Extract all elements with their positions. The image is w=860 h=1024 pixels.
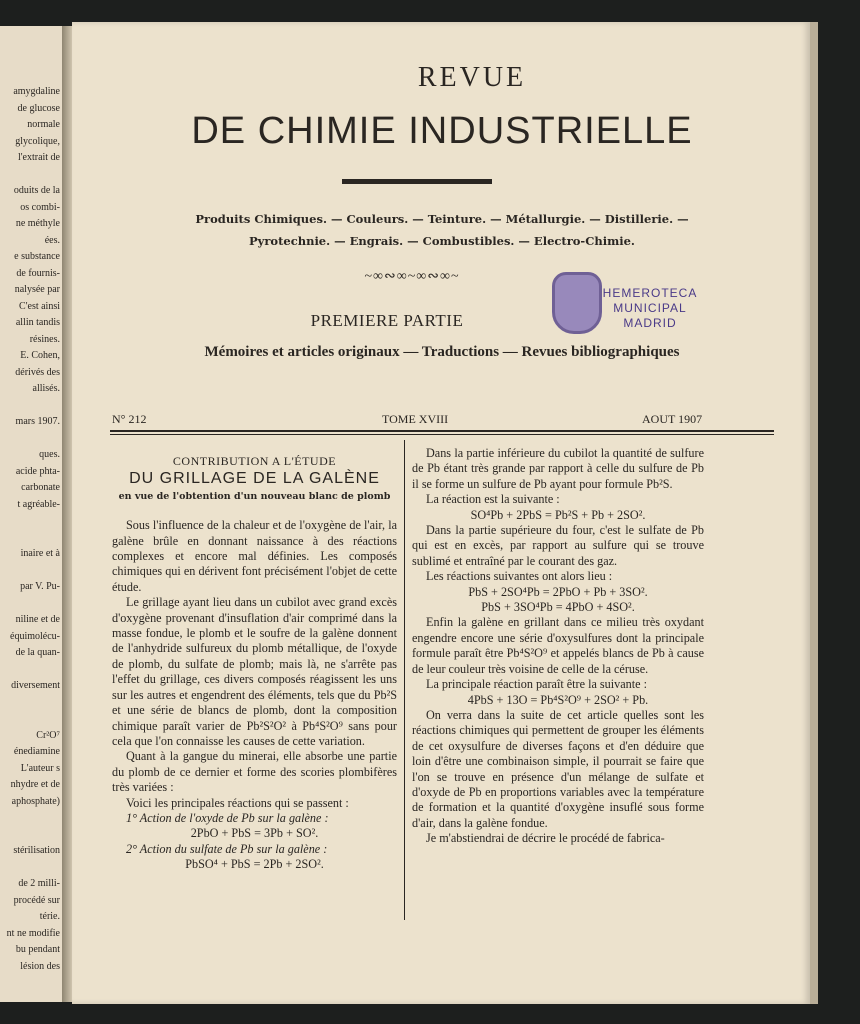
facing-page-line: e substance [14,251,60,262]
journal-page [72,22,810,1004]
facing-page-line: l'extrait de [17,152,60,163]
right-column [412,446,704,847]
facing-page-line: résines. [29,333,60,345]
facing-page-line: niline et de [15,614,60,625]
subjects-line-1: Produits Chimiques. — Couleurs. — Teinture. — Métallurgie. — Distillerie. — [195,212,689,226]
library-stamp [552,272,712,332]
article-paragraph: PbSO⁴ + PbS = 2Pb + 2SO². [185,857,324,872]
facing-page-line: inaire et à [20,548,60,559]
journal-title: DE CHIMIE INDUSTRIELLE [191,110,693,152]
article-paragraph: Sous l'influence de la chaleur et de l'oxygène de l'air, la galène brûle en donnant naissance à des réactions complexes et encore mal définies. Les composés chimiques qui en dérivent font précisément l'objet de cette étude. [112,518,397,594]
facing-page-line: de glucose [17,102,60,114]
article-paragraph: PbS + 2SO⁴Pb = 2PbO + Pb + 3SO². [468,584,648,599]
facing-page-line: amygdaline [13,86,60,97]
facing-page-line: allin tandis [15,317,60,328]
stamp-text [600,286,700,331]
article-paragraph: 4PbS + 13O = Pb⁴S²O⁹ + 2SO² + Pb. [467,692,649,707]
facing-page-line: ées. [44,234,60,246]
facing-page-line: Cr²O⁷ [36,729,60,741]
facing-page-line: de fournis- [16,267,60,279]
facing-page-line: dérivés des [15,366,60,378]
header-rule-bottom [110,434,774,435]
article-paragraph: Enfin la galène en grillant dans ce milieu très oxydant engendre encore une série d'oxysulfures dont la principale formule paraît être Pb⁴S²O⁹ et appelés blancs de Pb à cause de leur couleur très voisine de celle de la céruse. [412,615,704,676]
part-heading: PREMIERE PARTIE [310,311,464,330]
facing-page-line: par V. Pu- [20,581,60,592]
article-paragraph: On verra dans la suite de cet article quelles sont les réactions chimiques qui permettent de grouper les éléments de cet oxysulfure de diverses façons et d'en déduire que loin d'être une combinaison simple, il pourrait se faire que l'on se trouve en présence d'un mélange de sulfate et d'oxyde de Pb en proportions variables avec la température de formation et la quantité d'oxygène insuflé sous forme d'air, dans la galène fondue. [412,707,704,830]
facing-page-line: os combi- [20,201,60,213]
article-paragraph: La principale réaction paraît être la suivante : [426,677,647,692]
facing-page-line: t agréable- [17,498,60,510]
facing-page [0,26,64,1002]
article-paragraph: Dans la partie supérieure du four, c'est le sulfate de Pb qui est en excès, par rapport au sulfure qui se trouve sublimé et entraîné par le courant des gaz. [412,523,704,568]
facing-page-line: équimolécu- [10,630,60,642]
article-paragraph: 1° Action de l'oxyde de Pb sur la galène : [126,810,329,825]
facing-page-line: lésion des [20,960,60,972]
facing-page-line: nt ne modifie [6,927,60,939]
facing-page-line: nalysée par [14,284,60,295]
facing-page-line: allisés. [32,383,60,394]
facing-page-line: bu pendant [15,944,60,955]
stamp-line-1: HEMEROTECA [602,286,698,300]
facing-page-line: acide phta- [15,465,60,477]
facing-page-line: E. Cohen, [20,350,60,361]
facing-page-line: nhydre et de [10,779,60,790]
sections-line: Mémoires et articles originaux — Traductions — Revues bibliographiques [204,344,680,360]
facing-page-line: térie. [39,911,60,922]
article-paragraph: SO⁴Pb + 2PbS = Pb²S + Pb + 2SO². [470,507,646,522]
issue-number: N° 212 [112,412,147,426]
page-edge [810,22,818,1004]
facing-page-line: procédé sur [13,894,60,906]
stamp-line-2: MUNICIPAL [613,301,687,315]
ornament-divider: ~∞∾∞~∞∾∞~ [364,269,460,284]
facing-page-line: mars 1907. [15,416,60,427]
title-rule [342,179,492,184]
facing-page-line: ques. [39,449,60,460]
facing-page-line: C'est ainsi [19,300,60,312]
article-subtitle: en vue de l'obtention d'un nouveau blanc de plomb [118,490,391,502]
facing-page-line: stérilisation [13,845,60,856]
facing-page-line: oduits de la [13,185,60,196]
facing-page-line: carbonate [21,482,60,493]
article-paragraph: La réaction est la suivante : [426,492,560,507]
column-divider [404,440,405,920]
book-gutter [62,26,72,1002]
left-column [112,452,397,873]
article-paragraph: Quant à la gangue du minerai, elle absorbe une partie du plomb de ce dernier et forme des scories plombifères très variées : [112,749,397,795]
facing-page-line: ne méthyle [15,218,60,229]
article-paragraph: PbS + 3SO⁴Pb = 4PbO + 4SO². [481,600,635,615]
article-paragraph: 2PbO + PbS = 3Pb + SO². [190,826,319,841]
article-paragraph: Voici les principales réactions qui se passent : [126,795,349,810]
facing-page-line: glycolique, [15,135,60,147]
facing-page-line: diversement [11,680,60,691]
facing-page-line: L'auteur s [20,762,60,774]
coat-of-arms-icon [552,272,602,334]
article-paragraph: Les réactions suivantes ont alors lieu : [426,569,613,584]
header-rule-top [110,430,774,432]
article-title: DU GRILLAGE DE LA GALÈNE [129,470,380,488]
article-paragraph: Je m'abstiendrai de décrire le procédé de fabrica- [426,831,665,846]
stamp-line-3: MADRID [623,316,677,330]
article-paragraph: Dans la partie inférieure du cubilot la quantité de sulfure de Pb étant très grande par rapport à celle du sulfure de Pb il se forme un sulfure de Pb ayant pour formule Pb²S. [412,446,704,491]
article-paragraph: 2° Action du sulfate de Pb sur la galène : [126,841,328,856]
issue-tome: TOME XVIII [382,412,449,426]
issue-date: AOUT 1907 [642,412,703,426]
journal-kicker: REVUE [417,62,527,93]
facing-page-line: normale [27,119,60,130]
facing-page-line: de 2 milli- [18,878,60,889]
facing-page-line: aphosphate) [11,795,60,807]
subjects-line-2: Pyrotechnie. — Engrais. — Combustibles. — Electro-Chimie. [249,234,635,248]
facing-page-line: de la quan- [15,647,60,658]
article-paragraph: Le grillage ayant lieu dans un cubilot avec grand excès d'oxygène provenant d'insuflation d'air comprimé dans la masse fondue, le plomb et le soufre de la galène donnent de l'anhydride sulfureux du plomb métallique, de l'oxyde de plomb, du sulfate de plomb; mais là, ne s'arrête pas l'effet du grillage, ces divers composés réagissent les uns sur les autres et engendrent des éléments, tels que du Pb²S et une série de blancs de plomb, dont la composition chimique paraît varier de Pb²S²O² à Pb⁴S²O⁹ sans pour cela que l'on connaisse les causes de cette variation. [112,595,397,748]
facing-page-line: énediamine [13,746,60,757]
article-kicker: CONTRIBUTION A L'ÉTUDE [172,454,337,468]
